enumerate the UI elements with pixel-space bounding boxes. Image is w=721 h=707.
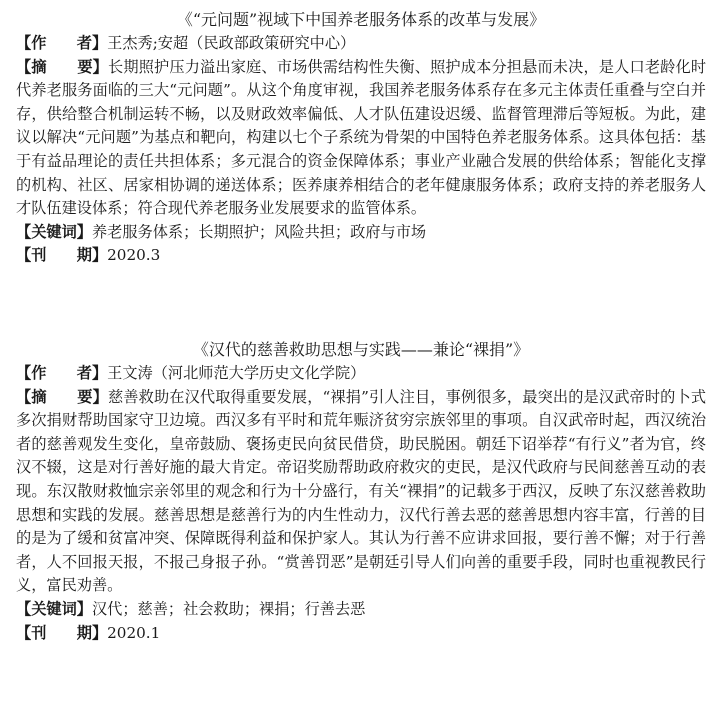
period-field xyxy=(16,622,706,646)
abstract-field xyxy=(16,56,706,221)
keywords-label: 【关键词】 xyxy=(16,222,92,241)
abstract-label: 【摘 要】 xyxy=(16,387,108,406)
abstract-text: 长期照护压力溢出家庭、市场供需结构性失衡、照护成本分担悬而未决，是人口老龄化时代养老服务面临的三大“元问题”。从这个角度审视，我国养老服务体系存在多元主体责任重叠与空白并存，供给整合机制运转不畅，以及财政效率偏低、人才队伍建设迟缓、监督管理滞后等短板。为此，建议以解决“元问题”为基点和靶向，构建以七个子系统为骨架的中国特色养老服务体系。这具体包括：基于有益品理论的责任共担体系；多元混合的资金保障体系；事业产业融合发展的供给体系；智能化支撑的机构、社区、居家相协调的递送体系；医养康养相结合的老年健康服务体系；政府支持的养老服务人才队伍建设体系；符合现代养老服务业发展要求的监管体系。 xyxy=(16,57,707,218)
keywords-value: 汉代；慈善；社会救助；裸捐；行善去恶 xyxy=(91,599,366,618)
keywords-field xyxy=(16,598,706,622)
keywords-value: 养老服务体系；长期照护；风险共担；政府与市场 xyxy=(91,222,427,241)
period-value: 2020.3 xyxy=(107,246,161,265)
period-value: 2020.1 xyxy=(107,623,161,642)
abstract-field xyxy=(16,386,706,598)
article-title: 《“元问题”视域下中国养老服务体系的改革与发展》 xyxy=(176,10,546,29)
author-value: 王文涛（河北师范大学历史文化学院） xyxy=(107,364,366,382)
keywords-field xyxy=(16,221,706,245)
author-value: 王杰秀;安超（民政部政策研究中心） xyxy=(107,34,356,52)
author-field xyxy=(16,32,706,56)
abstract-label: 【摘 要】 xyxy=(16,57,109,76)
period-label: 【刊 期】 xyxy=(16,623,108,642)
period-field xyxy=(16,244,706,268)
author-label: 【作 者】 xyxy=(16,34,108,52)
article-entry xyxy=(16,338,706,645)
period-label: 【刊 期】 xyxy=(16,246,108,265)
article-title: 《汉代的慈善救助思想与实践——兼论“裸捐”》 xyxy=(192,340,530,359)
keywords-label: 【关键词】 xyxy=(16,599,92,618)
author-label: 【作 者】 xyxy=(16,364,108,382)
author-field xyxy=(16,362,706,386)
article-entry xyxy=(16,8,706,268)
abstract-text: 慈善救助在汉代取得重要发展，“裸捐”引人注目，事例很多，最突出的是汉武帝时的卜式多次捐财帮助国家守卫边境。西汉多有平时和荒年赈济贫穷宗族邻里的事项。自汉武帝时起，西汉统治者的慈善观发生变化，皇帝鼓励、褒扬吏民向贫民借贷，助民脱困。朝廷下诏举荐“有行义”者为官，终汉不辍，这是对行善好施的最大肯定。帝诏奖励帮助政府救灾的吏民，是汉代政府与民间慈善互动的表现。东汉散财救恤宗亲邻里的观念和行为十分盛行，有关“裸捐”的记载多于西汉，反映了东汉慈善救助思想和实践的发展。慈善思想是慈善行为的内生性动力，汉代行善去恶的慈善思想内容丰富，行善的目的是为了缓和贫富冲突、保障既得利益和保护家人。其认为行善不应讲求回报，要行善不懈；对于行善者，人不回报天报，不报己身报子孙。“赏善罚恶”是朝廷引导人们向善的重要手段，同时也重视教民行义，富民劝善。 xyxy=(16,387,707,595)
